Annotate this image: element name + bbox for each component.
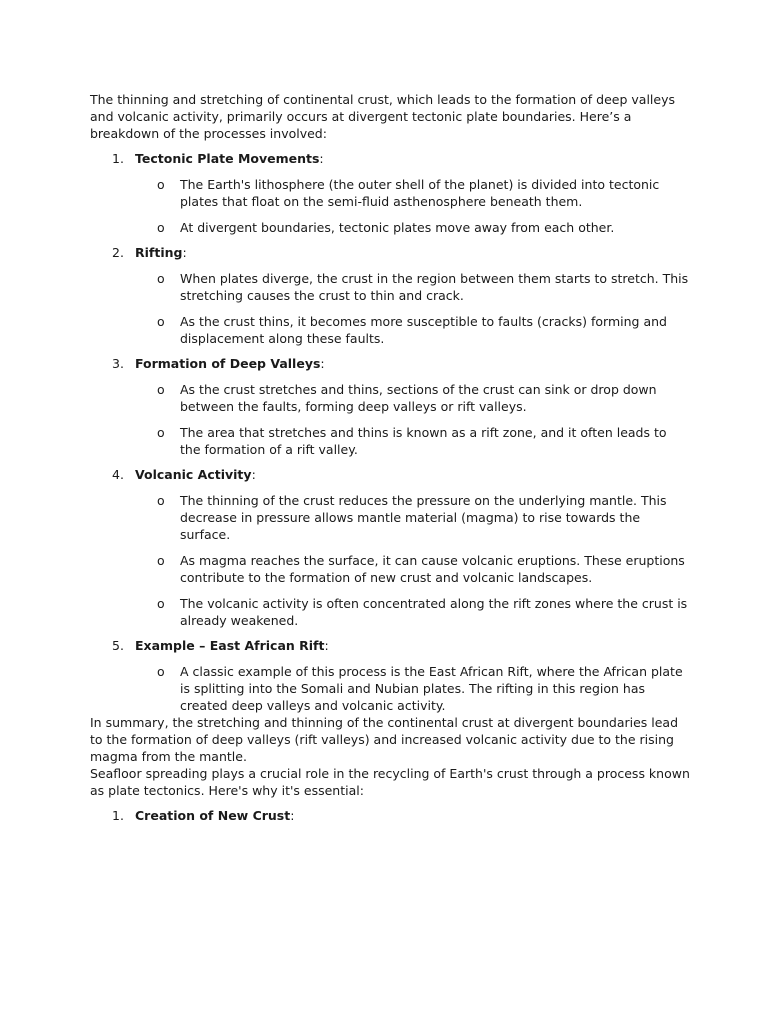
- list-item-number: 1.: [112, 151, 124, 166]
- list-item: [90, 637, 690, 714]
- list-item-heading: [90, 355, 690, 372]
- bullet-marker: o: [157, 553, 165, 568]
- list-item-number: 2.: [112, 245, 124, 260]
- bullet-item: [90, 270, 690, 304]
- bullet-list: [90, 663, 690, 714]
- bullet-text: As the crust thins, it becomes more susceptible to faults (cracks) forming and displacement along these faults.: [180, 314, 667, 346]
- bullet-list: [90, 176, 690, 236]
- document-page: [90, 91, 690, 824]
- list-item-colon: :: [182, 245, 187, 260]
- bullet-text: A classic example of this process is the East African Rift, where the African plate is splitting into the Somali and Nubian plates. The rifting in this region has created deep valleys and volcanic activity.: [180, 664, 683, 713]
- list-item-colon: :: [319, 151, 324, 166]
- list-item-number: 1.: [112, 808, 124, 823]
- process-list: [90, 150, 690, 714]
- list-item-number: 4.: [112, 467, 124, 482]
- bullet-text: The thinning of the crust reduces the pressure on the underlying mantle. This decrease in pressure allows mantle material (magma) to rise towards the surface.: [180, 493, 667, 542]
- bullet-text: The Earth's lithosphere (the outer shell of the planet) is divided into tectonic plates that float on the semi-fluid asthenosphere beneath them.: [180, 177, 660, 209]
- bullet-item: [90, 313, 690, 347]
- bullet-text: When plates diverge, the crust in the region between them starts to stretch. This stretching causes the crust to thin and crack.: [180, 271, 689, 303]
- bullet-item: [90, 552, 690, 586]
- bullet-item: [90, 219, 690, 236]
- bullet-marker: o: [157, 271, 165, 286]
- bullet-text: The area that stretches and thins is known as a rift zone, and it often leads to the formation of a rift valley.: [180, 425, 667, 457]
- bullet-text: The volcanic activity is often concentrated along the rift zones where the crust is already weakened.: [180, 596, 688, 628]
- list-item: [90, 466, 690, 629]
- bullet-list: [90, 270, 690, 347]
- list-item-title: Example – East African Rift: [135, 638, 325, 653]
- list-item-heading: [90, 150, 690, 167]
- bullet-marker: o: [157, 220, 165, 235]
- bullet-marker: o: [157, 425, 165, 440]
- list-item-heading: [90, 807, 690, 824]
- bullet-item: [90, 492, 690, 543]
- seafloor-intro-paragraph: Seafloor spreading plays a crucial role in the recycling of Earth's crust through a process known as plate tectonics. Here's why it's essential:: [90, 766, 690, 798]
- bullet-item: [90, 381, 690, 415]
- list-item: [90, 807, 690, 824]
- bullet-item: [90, 424, 690, 458]
- bullet-marker: o: [157, 493, 165, 508]
- list-item-colon: :: [324, 638, 329, 653]
- list-item-colon: :: [251, 467, 256, 482]
- intro-paragraph: The thinning and stretching of continental crust, which leads to the formation of deep valleys and volcanic activity, primarily occurs at divergent tectonic plate boundaries. Here’s a breakdown of the processes involved:: [90, 92, 676, 141]
- list-item-heading: [90, 244, 690, 261]
- list-item-title: Formation of Deep Valleys: [135, 356, 321, 371]
- bullet-marker: o: [157, 596, 165, 611]
- list-item: [90, 355, 690, 458]
- bullet-marker: o: [157, 664, 165, 679]
- bullet-item: [90, 176, 690, 210]
- list-item: [90, 150, 690, 236]
- bullet-marker: o: [157, 314, 165, 329]
- bullet-item: [90, 595, 690, 629]
- list-item-title: Creation of New Crust: [135, 808, 291, 823]
- bullet-text: At divergent boundaries, tectonic plates move away from each other.: [180, 220, 615, 235]
- list-item-heading: [90, 637, 690, 654]
- list-item-title: Volcanic Activity: [135, 467, 252, 482]
- bullet-marker: o: [157, 177, 165, 192]
- summary-paragraph: In summary, the stretching and thinning of the continental crust at divergent boundaries lead to the formation of deep valleys (rift valleys) and increased volcanic activity due to the rising magma from the mantle.: [90, 715, 679, 764]
- bullet-list: [90, 492, 690, 629]
- list-item-heading: [90, 466, 690, 483]
- seafloor-list: [90, 807, 690, 824]
- bullet-text: As magma reaches the surface, it can cause volcanic eruptions. These eruptions contribute to the formation of new crust and volcanic landscapes.: [180, 553, 685, 585]
- bullet-marker: o: [157, 382, 165, 397]
- bullet-text: As the crust stretches and thins, sections of the crust can sink or drop down between the faults, forming deep valleys or rift valleys.: [180, 382, 657, 414]
- bullet-item: [90, 663, 690, 714]
- list-item-colon: :: [290, 808, 295, 823]
- list-item-title: Rifting: [135, 245, 183, 260]
- list-item-colon: :: [320, 356, 325, 371]
- list-item-number: 5.: [112, 638, 124, 653]
- list-item: [90, 244, 690, 347]
- list-item-number: 3.: [112, 356, 124, 371]
- bullet-list: [90, 381, 690, 458]
- list-item-title: Tectonic Plate Movements: [135, 151, 320, 166]
